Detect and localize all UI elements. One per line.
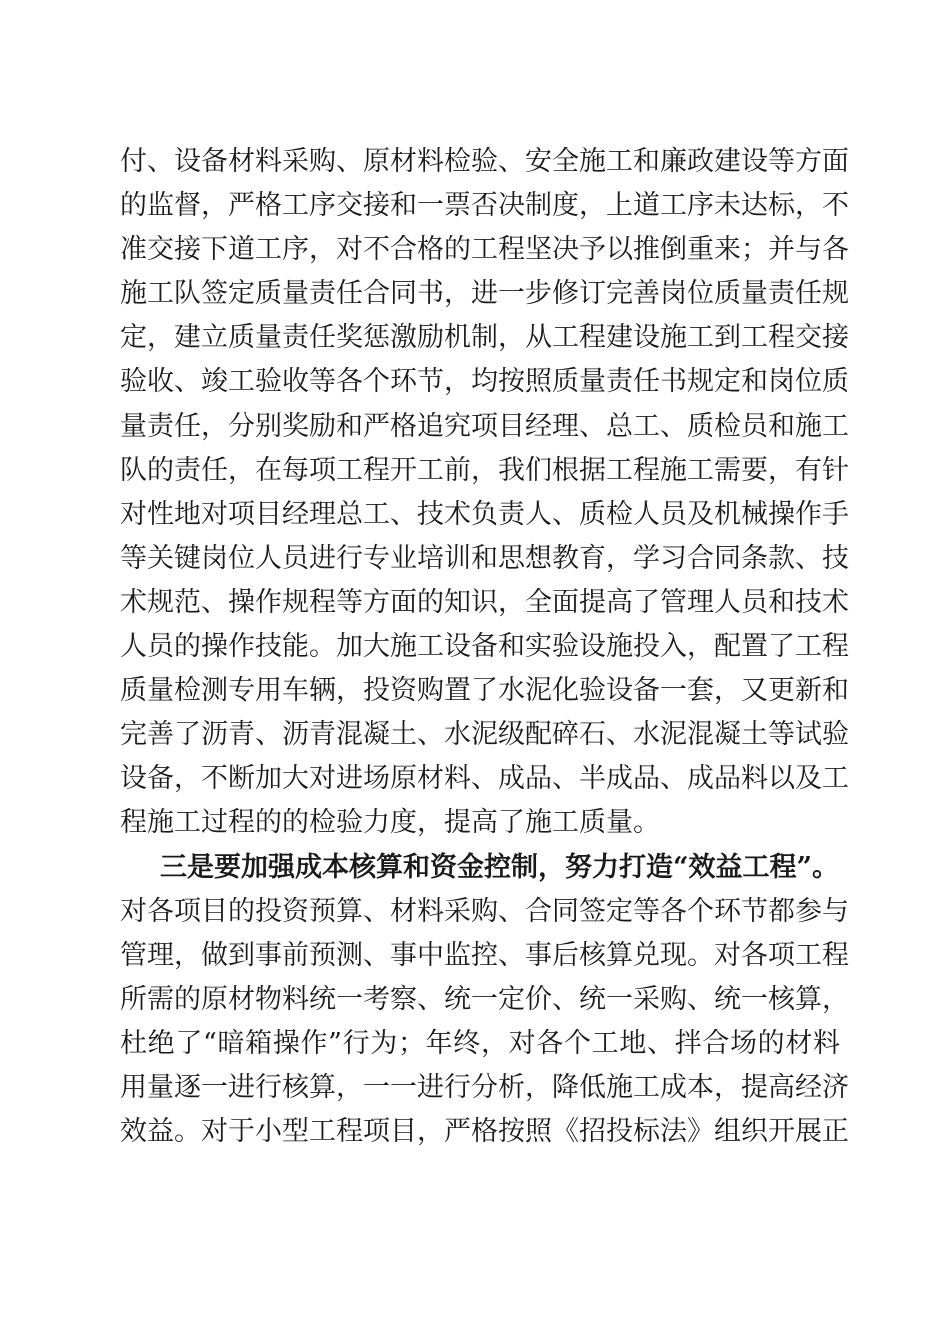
paragraph-quality-supervision (120, 140, 849, 846)
section-heading: 三是要加强成本核算和资金控制，努力打造“效益工程”。 (160, 851, 840, 883)
text-line: 对各项目的投资预算、材料采购、合同签定等各个环节都参与 (120, 895, 849, 927)
document-body (120, 140, 849, 1154)
text-line: 量责任，分别奖励和严格追究项目经理、总工、质检员和施工 (120, 410, 849, 442)
text-line: 队的责任，在每项工程开工前，我们根据工程施工需要，有针 (120, 454, 849, 486)
text-line: 所需的原材物料统一考察、统一定价、统一采购、统一核算， (120, 983, 849, 1015)
text-line: 等关键岗位人员进行专业培训和思想教育，学习合同条款、技 (120, 542, 849, 574)
text-line: 效益。对于小型工程项目，严格按照《招投标法》组织开展正 (120, 1116, 849, 1148)
text-line: 完善了沥青、沥青混凝土、水泥级配碎石、水泥混凝土等试验 (120, 719, 849, 751)
text-line: 术规范、操作规程等方面的知识，全面提高了管理人员和技术 (120, 586, 849, 618)
text-line: 施工队签定质量责任合同书，进一步修订完善岗位质量责任规 (120, 278, 849, 310)
text-line: 定，建立质量责任奖惩激励机制，从工程建设施工到工程交接 (120, 322, 849, 354)
text-line: 杜绝了“暗箱操作”行为；年终，对各个工地、拌合场的材料 (120, 1027, 840, 1059)
text-line: 付、设备材料采购、原材料检验、安全施工和廉政建设等方面 (120, 146, 849, 177)
text-line: 人员的操作技能。加大施工设备和实验设施投入，配置了工程 (120, 631, 849, 663)
text-line: 准交接下道工序，对不合格的工程坚决予以推倒重来；并与各 (120, 234, 849, 266)
text-line: 的监督，严格工序交接和一票否决制度，上道工序未达标，不 (120, 190, 849, 222)
text-line: 用量逐一进行核算，一一进行分析，降低施工成本，提高经济 (120, 1071, 849, 1103)
paragraph-cost-control (120, 846, 849, 1155)
text-line: 设备，不断加大对进场原材料、成品、半成品、成品料以及工 (120, 763, 849, 795)
text-line: 程施工过程的的检验力度，提高了施工质量。 (120, 807, 660, 839)
text-line: 对性地对项目经理总工、技术负责人、质检人员及机械操作手 (120, 498, 849, 530)
text-line: 验收、竣工验收等各个环节，均按照质量责任书规定和岗位质 (120, 366, 849, 398)
text-line: 管理，做到事前预测、事中监控、事后核算兑现。对各项工程 (120, 939, 849, 971)
text-line: 质量检测专用车辆，投资购置了水泥化验设备一套，又更新和 (120, 675, 849, 707)
